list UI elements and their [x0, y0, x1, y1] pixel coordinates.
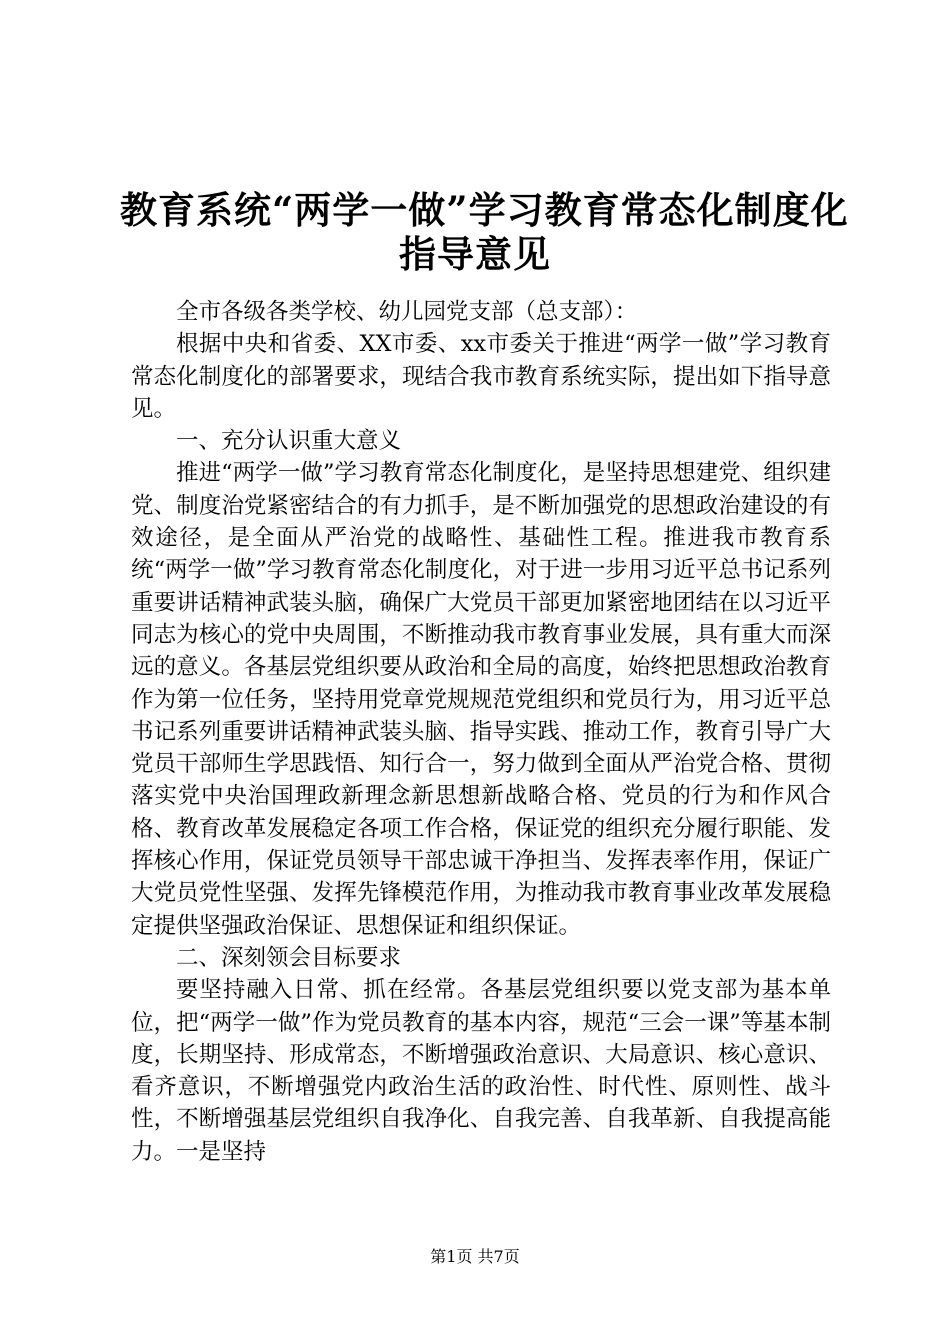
section-paragraph-1: 推进“两学一做”学习教育常态化制度化，是坚持思想建党、组织建党、制度治党紧密结合的有力抓手，是不断加强党的思想政治建设的有效途径，是全面从严治党的战略性、基础性工程。推进我市教育系统“两学一做”学习教育常态化制度化，对于进一步用习近平总书记系列重要讲话精神武装头脑，确保广大党员干部更加紧密地团结在以习近平同志为核心的党中央周围，不断推动我市教育事业发展，具有重大而深远的意义。各基层党组织要从政治和全局的高度，始终把思想政治教育作为第一位任务，坚持用党章党规规范党组织和党员行为，用习近平总书记系列重要讲话精神武装头脑、指导实践、推动工作，教育引导广大党员干部师生学思践悟、知行合一，努力做到全面从严治党合格、贯彻落实党中央治国理政新理念新思想新战略合格、党员的行为和作风合格、教育改革发展稳定各项工作合格，保证党的组织充分履行职能、发挥核心作用，保证党员领导干部忠诚干净担当、发挥表率作用，保证广大党员党性坚强、发挥先锋模范作用，为推动我市教育事业改革发展稳定提供坚强政治保证、思想保证和组织保证。 — [131, 460, 831, 939]
document-title-line1: 教育系统“两学一做”学习教育常态化制度化 — [120, 188, 849, 232]
section-paragraph-2: 要坚持融入日常、抓在经常。各基层党组织要以党支部为基本单位，把“两学一做”作为党员教育的基本内容，规范“三会一课”等基本制度，长期坚持、形成常态，不断增强政治意识、大局意识、核心意识、看齐意识，不断增强党内政治生活的政治性、时代性、原则性、战斗性，不断增强基层党组织自我净化、自我完善、自我革新、自我提高能力。一是坚持 — [131, 977, 831, 1165]
page-footer: 第1页 共7页 — [430, 1247, 520, 1266]
section-heading-1: 一、充分认识重大意义 — [176, 428, 402, 455]
document-body — [131, 296, 831, 1168]
document-title-line2: 指导意见 — [399, 232, 551, 276]
section-heading-2: 二、深刻领会目标要求 — [176, 944, 402, 971]
salutation: 全市各级各类学校、幼儿园党支部（总支部）： — [176, 299, 638, 325]
intro-paragraph: 根据中央和省委、XX市委、xx市委关于推进“两学一做”学习教育常态化制度化的部署要求，现结合我市教育系统实际，提出如下指导意见。 — [131, 331, 831, 422]
